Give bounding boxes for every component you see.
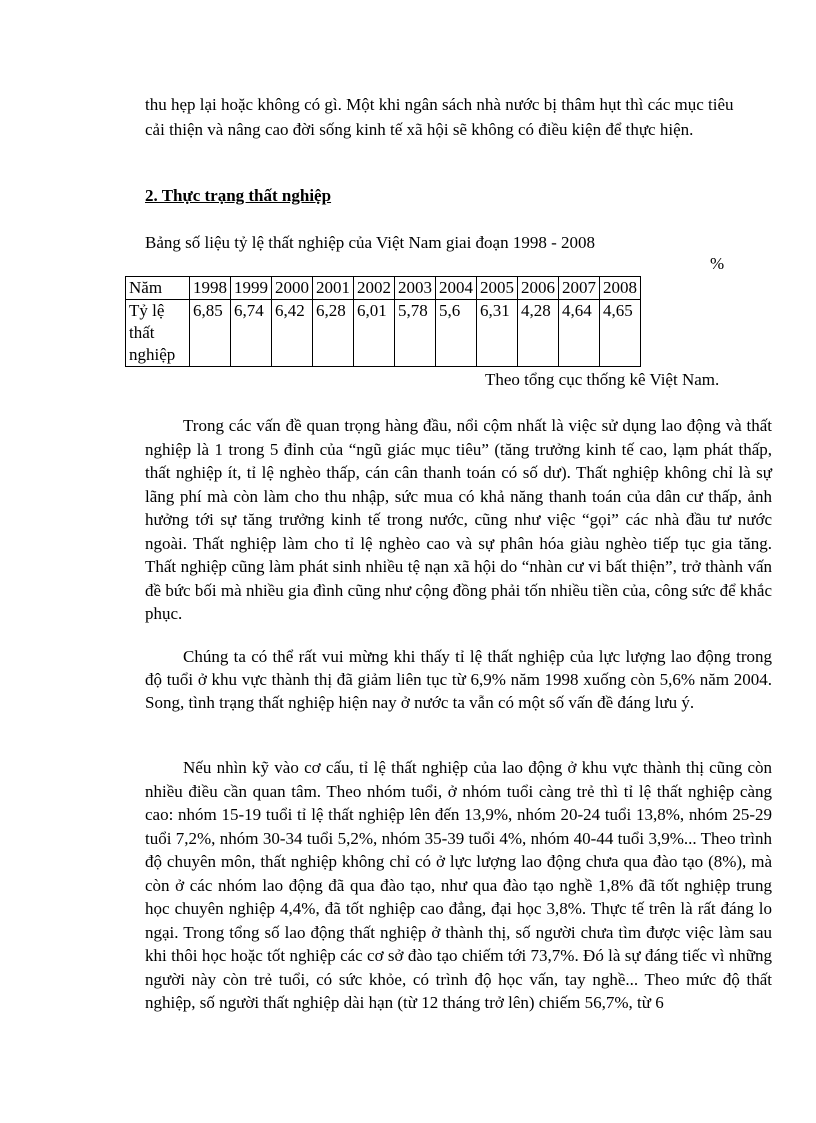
table-header-row bbox=[126, 277, 641, 300]
year-cell: 2002 bbox=[354, 277, 395, 300]
value-cell: 6,85 bbox=[190, 300, 231, 367]
row-label-cell: Tỷ lệ thất nghiệp bbox=[126, 300, 190, 367]
value-cell: 6,01 bbox=[354, 300, 395, 367]
value-cell: 4,28 bbox=[518, 300, 559, 367]
table-caption: Bảng số liệu tỷ lệ thất nghiệp của Việt Nam giai đoạn 1998 - 2008 bbox=[145, 233, 596, 252]
table-value-row bbox=[126, 300, 641, 367]
year-cell: 1999 bbox=[231, 277, 272, 300]
value-cell: 4,65 bbox=[600, 300, 641, 367]
year-cell: 2004 bbox=[436, 277, 477, 300]
year-cell: 2001 bbox=[313, 277, 354, 300]
year-cell: 2003 bbox=[395, 277, 436, 300]
year-cell: 1998 bbox=[190, 277, 231, 300]
body-paragraph: Chúng ta có thể rất vui mừng khi thấy tỉ lệ thất nghiệp của lực lượng lao động trong độ tuổi ở khu vực thành thị đã giảm liên tục từ 6,9% năm 1998 xuống còn 5,6% năm 2004. Song, tình trạng thất nghiệp hiện nay ở nước ta vẫn có một số vấn đề đáng lưu ý. bbox=[145, 647, 772, 712]
body-paragraph: Trong các vấn đề quan trọng hàng đầu, nổi cộm nhất là việc sử dụng lao động và thất nghiệp là 1 trong 5 đỉnh của “ngũ giác mục tiêu” (tăng trưởng kinh tế cao, lạm phát thấp, thất nghiệp ít, tỉ lệ nghèo thấp, cán cân thanh toán có số dư). Thất nghiệp không chỉ là sự lãng phí mà còn làm cho thu nhập, sức mua có khả năng thanh toán của dân cư thấp, ảnh hưởng tới sự tăng trưởng kinh tế trong nước, cũng như việc “gọi” các nhà đầu tư nước ngoài. Thất nghiệp làm cho tỉ lệ nghèo cao và sự phân hóa giàu nghèo tiếp tục gia tăng. Thất nghiệp cũng làm phát sinh nhiều tệ nạn xã hội do “nhàn cư vi bất thiện”, trở thành vấn đề bức bối mà nhiều gia đình cũng như cộng đồng phải tốn nhiều tiền của, công sức để khắc phục. bbox=[145, 416, 772, 623]
value-cell: 5,78 bbox=[395, 300, 436, 367]
value-cell: 6,74 bbox=[231, 300, 272, 367]
value-cell: 6,28 bbox=[313, 300, 354, 367]
value-cell: 6,42 bbox=[272, 300, 313, 367]
unemployment-table bbox=[125, 276, 641, 367]
section-heading: 2. Thực trạng thất nghiệp bbox=[145, 186, 332, 205]
value-cell: 5,6 bbox=[436, 300, 477, 367]
year-cell: 2008 bbox=[600, 277, 641, 300]
intro-paragraph: thu hẹp lại hoặc không có gì. Một khi ngân sách nhà nước bị thâm hụt thì các mục tiêu cải thiện và nâng cao đời sống kinh tế xã hội sẽ không có điều kiện để thực hiện. bbox=[145, 95, 734, 139]
year-cell: 2000 bbox=[272, 277, 313, 300]
value-cell: 6,31 bbox=[477, 300, 518, 367]
table-unit: % bbox=[710, 254, 725, 273]
year-cell: 2006 bbox=[518, 277, 559, 300]
table-source: Theo tổng cục thống kê Việt Nam. bbox=[485, 370, 720, 389]
header-label-cell: Năm bbox=[126, 277, 190, 300]
year-cell: 2007 bbox=[559, 277, 600, 300]
value-cell: 4,64 bbox=[559, 300, 600, 367]
body-paragraph: Nếu nhìn kỹ vào cơ cấu, tỉ lệ thất nghiệp của lao động ở khu vực thành thị cũng còn nhiều điều cần quan tâm. Theo nhóm tuổi, ở nhóm tuổi càng trẻ thì tỉ lệ thất nghiệp càng cao: nhóm 15-19 tuổi tỉ lệ thất nghiệp lên đến 13,9%, nhóm 20-24 tuổi 13,8%, nhóm 25-29 tuổi 7,2%, nhóm 30-34 tuổi 5,2%, nhóm 35-39 tuổi 4%, nhóm 40-44 tuổi 3,9%... Theo trình độ chuyên môn, thất nghiệp không chỉ có ở lực lượng lao động chưa qua đào tạo (8%), mà còn ở các nhóm lao động đã qua đào tạo, như qua đào tạo nghề 1,8% đã tốt nghiệp trung học chuyên nghiệp 4,4%, đã tốt nghiệp cao đẳng, đại học 3,8%. Thực tế trên là rất đáng lo ngại. Trong tổng số lao động thất nghiệp ở thành thị, số người chưa tìm được việc làm sau khi thôi học hoặc tốt nghiệp các cơ sở đào tạo chiếm tới 73,7%. Đó là sự đáng tiếc vì những người này còn trẻ tuổi, có sức khỏe, có trình độ học vấn, tay nghề... Theo mức độ thất nghiệp, số người thất nghiệp dài hạn (từ 12 tháng trở lên) chiếm 56,7%, từ 6 bbox=[145, 758, 772, 1012]
year-cell: 2005 bbox=[477, 277, 518, 300]
